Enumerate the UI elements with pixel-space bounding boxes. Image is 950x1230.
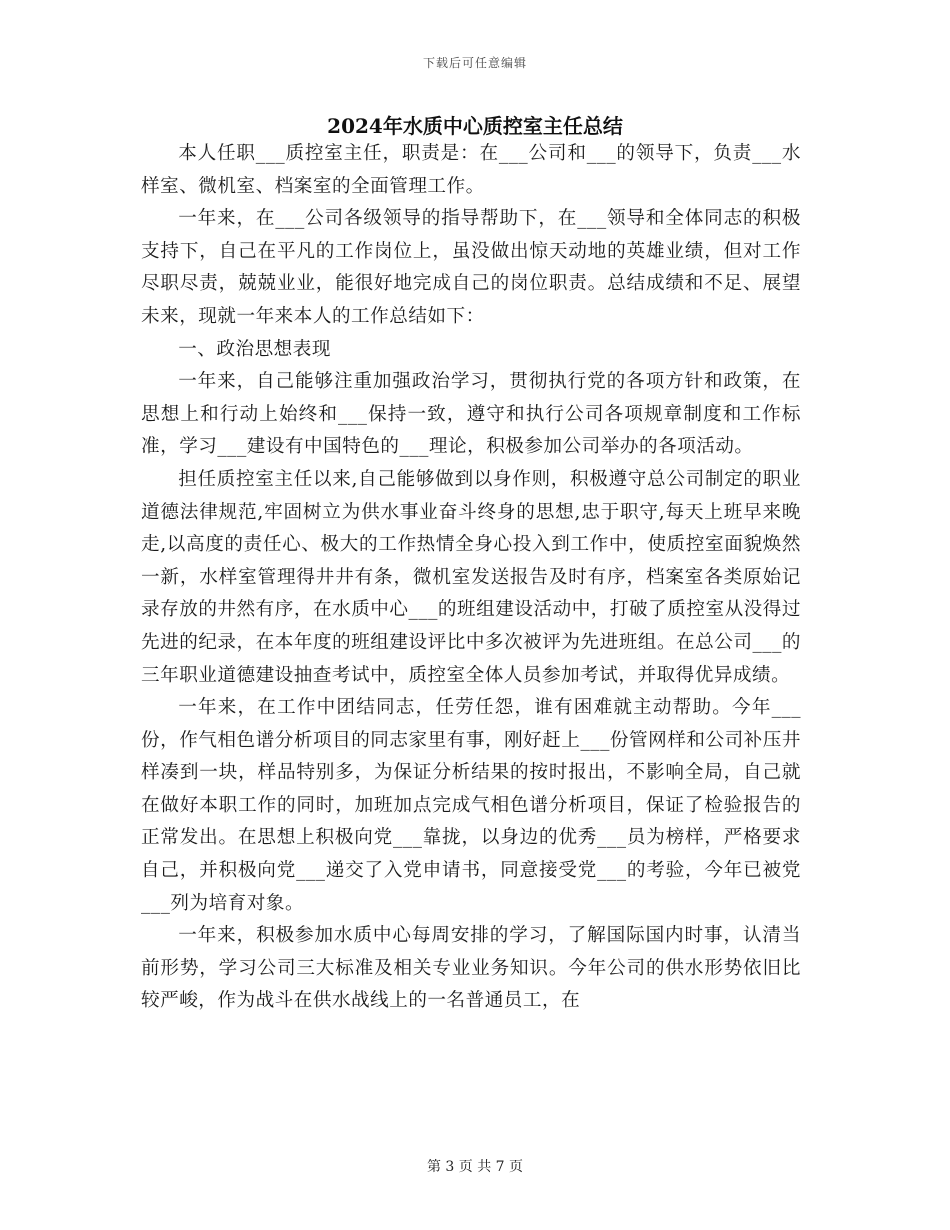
page-indicator: 第 3 页 共 7 页: [426, 1159, 524, 1175]
section-heading: 一、政治思想表现: [178, 338, 331, 360]
page-title: 2024年水质中心质控室主任总结: [327, 114, 623, 138]
paragraph: 本人任职___质控室主任，职责是：在___公司和___的领导下，负责___水样室、微机室、档案室的全面管理工作。: [141, 143, 801, 197]
paragraph: 担任质控室主任以来,自己能够做到以身作则，积极遵守总公司制定的职业道德法律规范,牢固树立为供水事业奋斗终身的思想,忠于职守,每天上班早来晚走,以高度的责任心、极大的工作热情全身心投入到工作中，使质控室面貌焕然一新，水样室管理得井井有条，微机室发送报告及时有序，档案室各类原始记录存放的井然有序，在水质中心___的班组建设活动中，打破了质控室从没得过先进的纪录，在本年度的班组建设评比中多次被评为先进班组。在总公司___的三年职业道德建设抽查考试中，质控室全体人员参加考试，并取得优异成绩。: [141, 468, 801, 686]
paragraph: 一年来，自己能够注重加强政治学习，贯彻执行党的各项方针和政策，在思想上和行动上始终和___保持一致，遵守和执行公司各项规章制度和工作标准，学习___建设有中国特色的___理论，积极参加公司举办的各项活动。: [141, 371, 801, 458]
paragraph: 一年来，在工作中团结同志，任劳任怨，谁有困难就主动帮助。今年___份，作气相色谱分析项目的同志家里有事，刚好赶上___份管网样和公司补压井样凑到一块，样品特别多，为保证分析结果的按时报出，不影响全局，自己就在做好本职工作的同时，加班加点完成气相色谱分析项目，保证了检验报告的正常发出。在思想上积极向党___靠拢，以身边的优秀___员为榜样，严格要求自己，并积极向党___递交了入党申请书，同意接受党___的考验，今年已被党___列为培育对象。: [141, 697, 801, 914]
paragraph: 一年来，积极参加水质中心每周安排的学习，了解国际国内时事，认清当前形势，学习公司三大标准及相关专业业务知识。今年公司的供水形势依旧比较严峻，作为战斗在供水战线上的一名普通员工，在: [141, 925, 801, 1012]
document-body: [141, 138, 801, 1018]
header-note: 下载后可任意编辑: [422, 56, 527, 70]
paragraph: 一年来，在___公司各级领导的指导帮助下，在___领导和全体同志的积极支持下，自己在平凡的工作岗位上，虽没做出惊天动地的英雄业绩，但对工作尽职尽责，兢兢业业，能很好地完成自己的岗位职责。总结成绩和不足、展望未来，现就一年来本人的工作总结如下：: [141, 208, 801, 327]
